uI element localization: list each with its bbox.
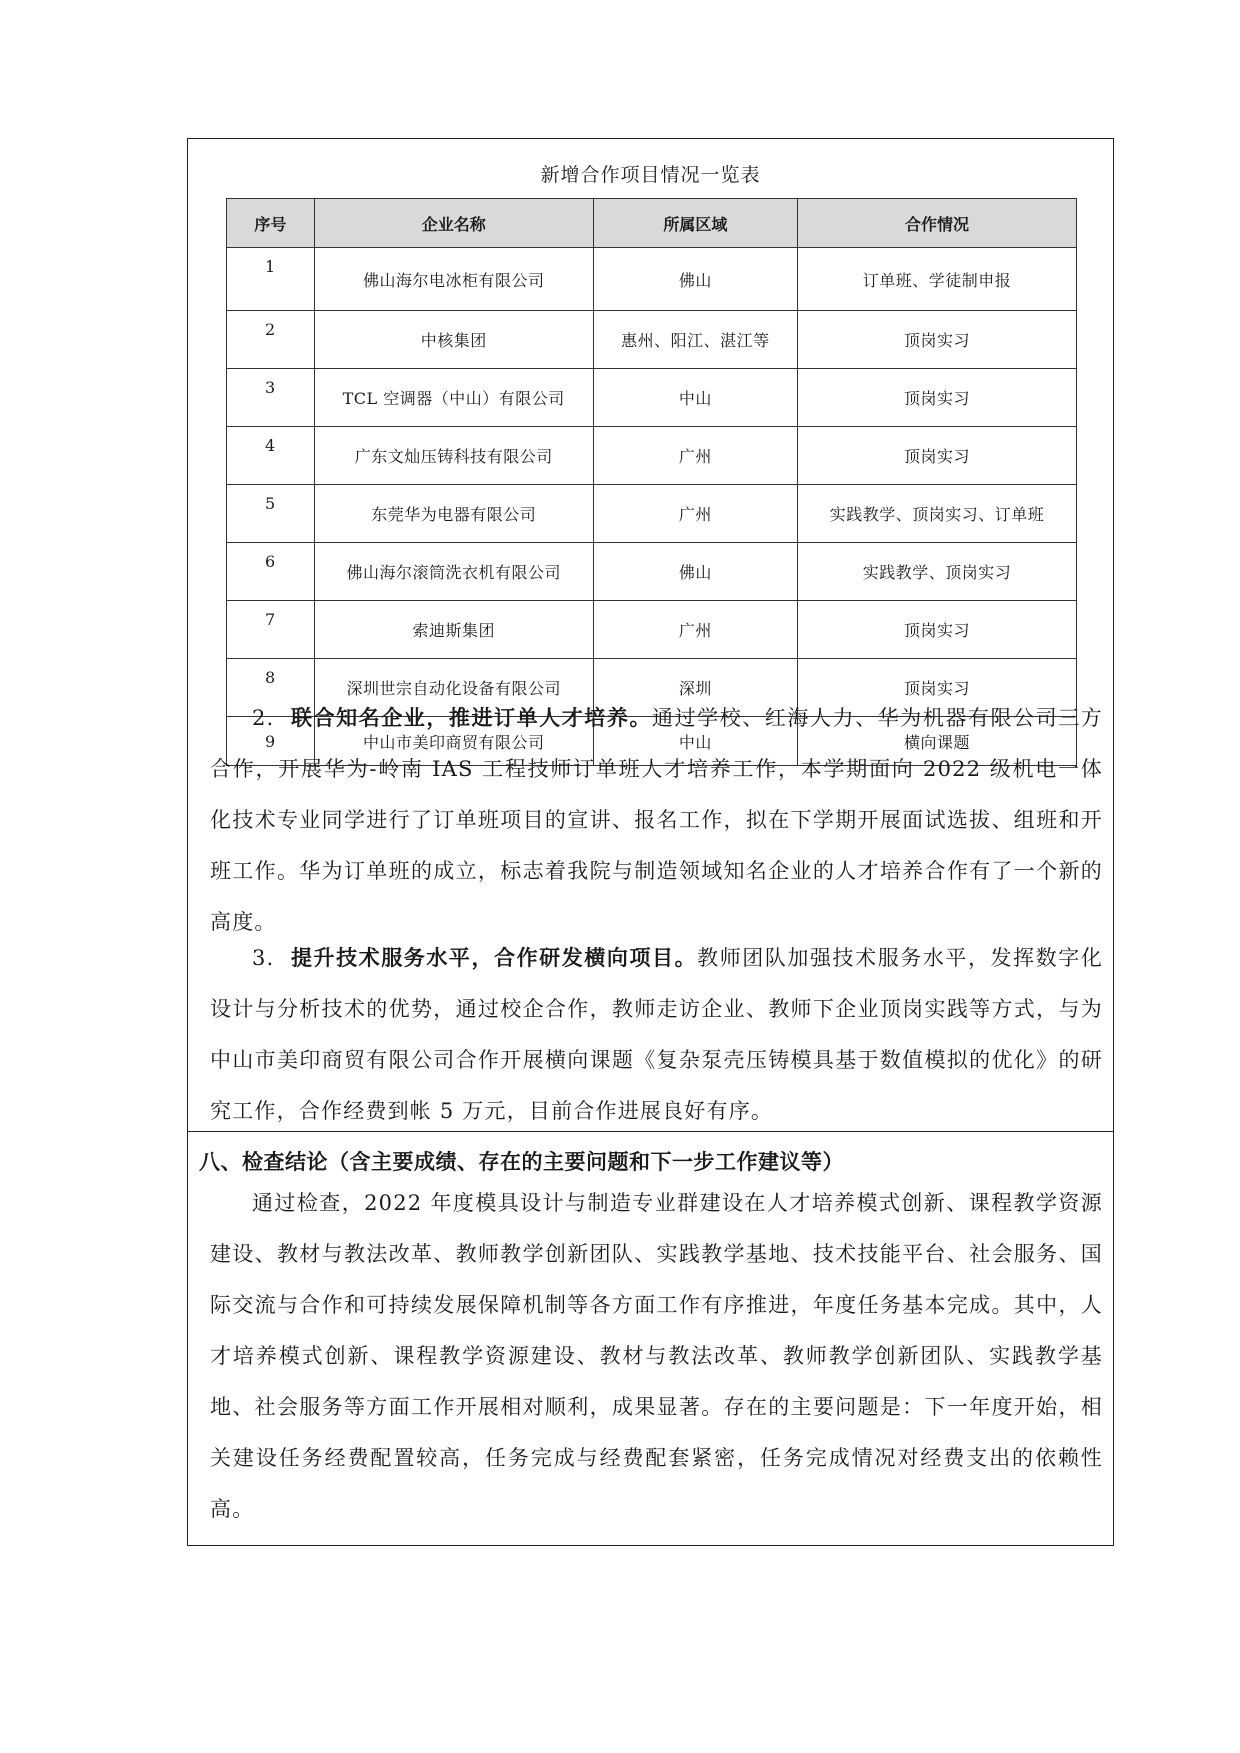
row-region: 广州 [593, 485, 797, 543]
cooperation-table [226, 198, 1077, 766]
row-cooperation: 顶岗实习 [798, 369, 1077, 427]
table-caption: 新增合作项目情况一览表 [540, 164, 761, 186]
table-row [227, 427, 1077, 485]
row-cooperation: 顶岗实习 [798, 601, 1077, 659]
row-cooperation: 订单班、学徒制申报 [798, 248, 1077, 311]
table-row [227, 601, 1077, 659]
row-region: 广州 [593, 601, 797, 659]
table-header-row [227, 199, 1077, 248]
row-index: 7 [227, 601, 315, 659]
table-row [227, 485, 1077, 543]
row-cooperation: 顶岗实习 [798, 311, 1077, 369]
table-row [227, 248, 1077, 311]
item-3-body: 教师团队加强技术服务水平，发挥数字化设计与分析技术的优势，通过校企合作，教师走访企业、教师下企业顶岗实践等方式，与为中山市美印商贸有限公司合作开展横向课题《复杂泵壳压铸模具基于数值模拟的优化》的研究工作，合作经费到帐 5 万元，目前合作进展良好有序。 [210, 946, 1103, 1123]
row-region: 深圳 [593, 659, 797, 717]
item-2-body: 通过学校、红海人力、华为机器有限公司三方合作，开展华为-岭南 IAS 工程技师订单班人才培养工作，本学期面向 2022 级机电一体化技术专业同学进行了订单班项目的宣讲、报名工作，拟在下学期开展面试选拔、组班和开班工作。华为订单班的成立，标志着我院与制造领域知名企业的人才培养合作有了一个新的高度。 [210, 706, 1103, 934]
table-row [227, 369, 1077, 427]
row-index: 6 [227, 543, 315, 601]
section-8-body: 通过检查，2022 年度模具设计与制造专业群建设在人才培养模式创新、课程教学资源建设、教材与教法改革、教师教学创新团队、实践教学基地、技术技能平台、社会服务、国际交流与合作和可持续发展保障机制等各方面工作有序推进，年度任务基本完成。其中，人才培养模式创新、课程教学资源建设、教材与教法改革、教师教学创新团队、实践教学基地、社会服务等方面工作开展相对顺利，成果显著。存在的主要问题是：下一年度开始，相关建设任务经费配置较高，任务完成与经费配套紧密，任务完成情况对经费支出的依赖性高。 [210, 1191, 1103, 1521]
row-company: 中山市美印商贸有限公司 [314, 717, 593, 766]
row-cooperation: 实践教学、顶岗实习 [798, 543, 1077, 601]
header-company: 企业名称 [314, 199, 593, 248]
row-region: 佛山 [593, 543, 797, 601]
section-8-heading: 八、检查结论（含主要成绩、存在的主要问题和下一步工作建议等） [199, 1150, 844, 1174]
row-index: 3 [227, 369, 315, 427]
item-2-paragraph [210, 693, 1103, 948]
item-2-lead: 联合知名企业，推进订单人才培养。 [290, 706, 653, 730]
row-region: 中山 [593, 717, 797, 766]
row-index: 8 [227, 659, 315, 717]
row-company: TCL 空调器（中山）有限公司 [314, 369, 593, 427]
row-cooperation: 顶岗实习 [798, 427, 1077, 485]
row-index: 9 [227, 717, 315, 766]
item-3-number: 3. [252, 946, 275, 970]
row-company: 佛山海尔电冰柜有限公司 [314, 248, 593, 311]
row-index: 2 [227, 311, 315, 369]
row-region: 中山 [593, 369, 797, 427]
table-row [227, 543, 1077, 601]
row-index: 4 [227, 427, 315, 485]
row-cooperation: 横向课题 [798, 717, 1077, 766]
row-company: 索迪斯集团 [314, 601, 593, 659]
header-region: 所属区域 [593, 199, 797, 248]
row-cooperation: 实践教学、顶岗实习、订单班 [798, 485, 1077, 543]
row-index: 5 [227, 485, 315, 543]
table-row [227, 311, 1077, 369]
row-company: 中核集团 [314, 311, 593, 369]
header-index: 序号 [227, 199, 315, 248]
row-company: 佛山海尔滚筒洗衣机有限公司 [314, 543, 593, 601]
header-cooperation: 合作情况 [798, 199, 1077, 248]
row-index: 1 [227, 248, 315, 311]
item-2-number: 2. [252, 706, 275, 730]
row-company: 东莞华为电器有限公司 [314, 485, 593, 543]
row-company: 深圳世宗自动化设备有限公司 [314, 659, 593, 717]
row-company: 广东文灿压铸科技有限公司 [314, 427, 593, 485]
row-region: 惠州、阳江、湛江等 [593, 311, 797, 369]
item-3-lead: 提升技术服务水平，合作研发横向项目。 [290, 946, 698, 970]
item-3-paragraph [210, 933, 1103, 1137]
row-region: 广州 [593, 427, 797, 485]
row-region: 佛山 [593, 248, 797, 311]
row-cooperation: 顶岗实习 [798, 659, 1077, 717]
